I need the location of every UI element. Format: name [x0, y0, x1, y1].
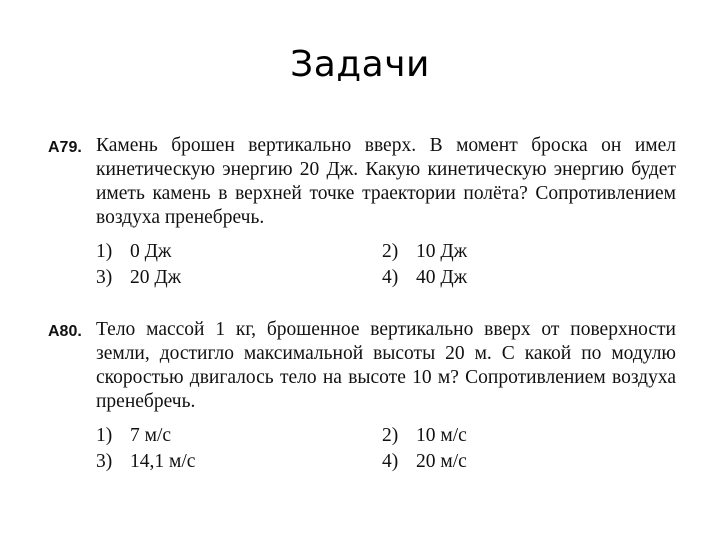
- answer-index: 4): [382, 451, 399, 472]
- answer-index: 4): [382, 267, 399, 288]
- answer-value: 20 м/с: [416, 451, 467, 472]
- answer-option: [96, 240, 382, 264]
- answer-index: 3): [96, 267, 113, 288]
- answer-value: 14,1 м/с: [130, 451, 196, 472]
- answer-index: 2): [382, 241, 399, 262]
- answer-option: [382, 266, 622, 290]
- problem-text: Тело массой 1 кг, брошенное вертикально вверх от поверхности земли, достигло максимальной высоты 20 м. С какой по модулю скоростью двигалось тело на высоте 10 м? Сопротивлением воздуха пренебречь.: [96, 319, 676, 412]
- answer-options: [48, 240, 676, 290]
- answer-value: 10 м/с: [416, 425, 467, 446]
- slide-title: Задачи: [290, 44, 430, 85]
- answer-value: 20 Дж: [130, 267, 182, 288]
- problem-a80: [48, 318, 676, 474]
- answer-value: 7 м/с: [130, 425, 172, 446]
- answer-value: 0 Дж: [130, 241, 172, 262]
- answer-options: [48, 424, 676, 474]
- problem-a79: [48, 134, 676, 290]
- answer-index: 3): [96, 451, 113, 472]
- problem-text: Камень брошен вертикально вверх. В момент броска он имел кинетическую энергию 20 Дж. Какую кинетическую энергию будет иметь камень в верхней точке траектории полёта? Сопротивлением воздуха пренебречь.: [96, 135, 676, 228]
- problem-statement: [48, 134, 676, 230]
- answer-option: [382, 424, 622, 448]
- answer-option: [96, 424, 382, 448]
- answer-index: 1): [96, 241, 113, 262]
- answer-option: [96, 450, 382, 474]
- answer-index: 2): [382, 425, 399, 446]
- answer-index: 1): [96, 425, 113, 446]
- answer-option: [96, 266, 382, 290]
- answer-value: 40 Дж: [416, 267, 468, 288]
- answer-option: [382, 240, 622, 264]
- problem-statement: [48, 318, 676, 414]
- answer-value: 10 Дж: [416, 241, 468, 262]
- problem-number: А79.: [48, 139, 82, 156]
- answer-option: [382, 450, 622, 474]
- problem-number: А80.: [48, 323, 82, 340]
